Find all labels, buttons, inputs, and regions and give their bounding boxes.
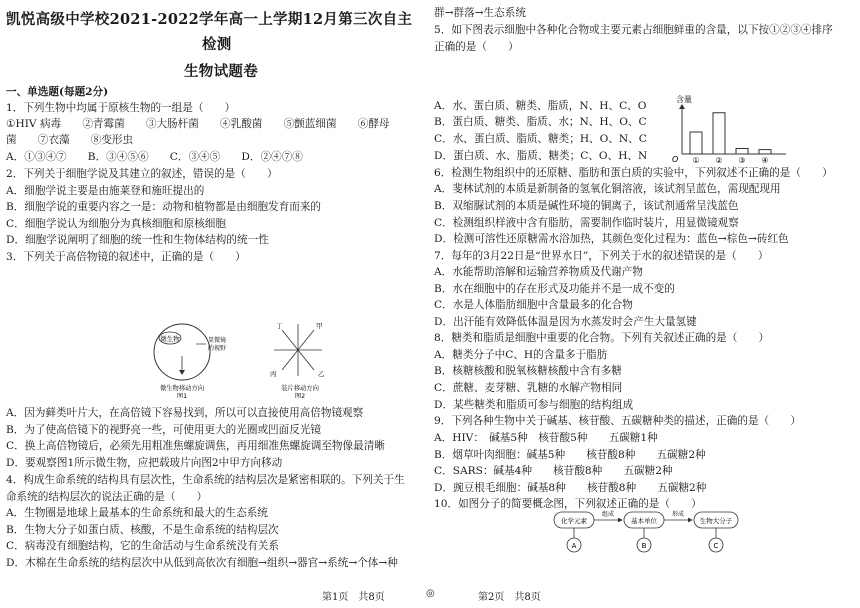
question-line: A．糖类分子中C、H的含量多于脂肪 <box>434 349 608 361</box>
diagram-arrow2-label: 形成 <box>671 511 685 518</box>
fig2-caption: 装片移动方向 <box>281 385 319 392</box>
question-line: 5．如下图表示细胞中各种化合物或主要元素占细胞鲜重的含量，以下按①②③④排序 <box>434 24 833 36</box>
question-line: C．细胞学说认为细胞分为真核细胞和原核细胞 <box>6 218 226 230</box>
question-line: B．细胞学说的重要内容之一是：动物和植物都是由细胞发育而来的 <box>6 201 322 213</box>
page-footer-right: 第2页 共8页 <box>478 592 541 603</box>
chart-tick-label: ③ <box>738 156 746 164</box>
question-line: A．①③④⑦ B．③④⑤⑥ C．③④⑤ D．②④⑦⑧ <box>6 151 303 163</box>
exam-title-line2: 检测 <box>202 36 232 53</box>
question-line: 9．下列各种生物中关于碱基、核苷酸、五碳糖种类的描述，正确的是（ ） <box>434 415 801 427</box>
section-heading: 一、单选题(每题2分) <box>6 86 109 98</box>
question-line: D．细胞学说阐明了细胞的统一性和生物体结构的统一性 <box>6 234 269 246</box>
question-line: C．换上高倍物镜后，必须先用粗准焦螺旋调焦，再用细准焦螺旋调至物像最清晰 <box>6 440 385 452</box>
question-line: 7．每年的3月22日是“世界水日”，下列关于水的叙述错误的是（ ） <box>434 250 769 262</box>
question-line: D．检测可溶性还原糖需水浴加热，其颜色变化过程为：蓝色→棕色→砖红色 <box>434 233 789 245</box>
question-line: C．水是人体脂肪细胞中含量最多的化合物 <box>434 299 633 311</box>
question-line: A．细胞学说主要是由施莱登和施旺提出的 <box>6 185 205 197</box>
figure-2 <box>270 322 325 398</box>
fig2-number: 图2 <box>294 393 306 398</box>
question-line: D．出汗能有效降低体温是因为水蒸发时会产生大量氢键 <box>434 316 697 328</box>
fig1-side-label-2: 的视野 <box>208 345 227 352</box>
diagram-box-elements-label: 化学元素 <box>561 517 587 525</box>
q5-option-b: B．蛋白质、糖类、脂质、水；N、H、O、C <box>434 116 647 128</box>
chart-bar <box>736 149 748 155</box>
diagram-box-macromolecule-label: 生物大分子 <box>699 517 733 525</box>
page-footer-left: 第1页 共8页 <box>322 592 385 603</box>
fig2-label-ding: 丁 <box>276 322 283 330</box>
fig1-caption: 微生物移动方向 <box>159 385 205 392</box>
chart-bar <box>690 132 702 154</box>
question-line: B．双缩脲试剂的本质是碱性环境的铜离子，该试剂通常呈浅蓝色 <box>434 200 739 212</box>
question-line: A．因为藓类叶片大，在高倍镜下容易找到，所以可以直接使用高倍物镜观察 <box>6 407 364 419</box>
question-line: 命系统的结构层次的说法正确的是（ ） <box>6 491 208 503</box>
fig2-label-jia: 甲 <box>316 322 323 330</box>
question-line: 1．下列生物中均属于原核生物的一组是（ ） <box>6 102 236 114</box>
question-line: B．生物大分子如蛋白质、核酸，不是生命系统的结构层次 <box>6 524 279 536</box>
question-line: A．生物圈是地球上最基本的生命系统和最大的生态系统 <box>6 507 268 519</box>
question-line: ①HIV 病毒 ②青霉菌 ③大肠杆菌 ④乳酸菌 ⑤颤蓝细菌 ⑥酵母 <box>6 118 390 130</box>
q5-option-a: A．水、蛋白质、糖类、脂质，N、H、C、O <box>434 100 647 112</box>
chart-bar <box>759 150 771 154</box>
concept-diagram <box>552 508 742 556</box>
exam-subtitle: 生物试题卷 <box>184 63 258 80</box>
q5-option-d: D．蛋白质、水、脂质、糖类；C、O、H、N <box>434 150 648 162</box>
question-line: B．为了使高倍镜下的视野亮一些，可使用更大的光圈或凹面反光镜 <box>6 424 322 436</box>
fig1-inner-label: 微生物 <box>160 335 180 343</box>
question-line: 4．构成生命系统的结构具有层次性，生命系统的结构层次是紧密相联的。下列关于生 <box>6 474 405 486</box>
question-line: C．蔗糖、麦芽糖、乳糖的水解产物相同 <box>434 382 623 394</box>
question-line: B．烟草叶肉细胞：碱基5种 核苷酸8种 五碳糖2种 <box>434 449 706 461</box>
question-line: 正确的是（ ） <box>434 41 519 53</box>
fig1-number: 图1 <box>176 393 188 398</box>
microscope-figures <box>142 318 352 398</box>
question-line: 菌 ⑦衣藻 ⑧变形虫 <box>6 134 134 146</box>
question-line: D．豌豆根毛细胞：碱基8种 核苷酸8种 五碳糖2种 <box>434 482 707 494</box>
chart-origin: O <box>672 155 679 164</box>
question-line: B．核糖核酸和脱氧核糖核酸中含有多糖 <box>434 365 622 377</box>
center-mark: ◎ <box>426 588 435 599</box>
figure-1 <box>154 324 226 398</box>
fig1-side-label-1: 显微镜 <box>208 337 227 344</box>
question-line: D．某些糖类和脂质可参与细胞的结构组成 <box>434 399 634 411</box>
question-line: C．检测组织样液中含有脂肪，需要制作临时装片，用显微镜观察 <box>434 217 739 229</box>
svg-text:A: A <box>571 542 577 550</box>
svg-text:B: B <box>641 542 647 550</box>
question-line: A．斐林试剂的本质是新制备的氢氧化铜溶液，该试剂呈蓝色，需现配现用 <box>434 183 781 195</box>
diagram-box-units-label: 基本单位 <box>631 517 657 525</box>
question-line: C．病毒没有细胞结构，它的生命活动与生命系统没有关系 <box>6 540 279 552</box>
svg-text:C: C <box>713 542 719 550</box>
question-line: 8．糖类和脂质是细胞中重要的化合物。下列有关叙述正确的是（ ） <box>434 332 770 344</box>
question-line: A．HIV： 碱基5种 核苷酸5种 五碳糖1种 <box>434 432 658 444</box>
question-line: A．水能帮助溶解和运输营养物质及代谢产物 <box>434 266 643 278</box>
fig2-label-yi: 乙 <box>318 370 325 378</box>
diagram-arrow1-label: 组成 <box>601 511 615 518</box>
question-line: 6．检测生物组织中的还原糖、脂肪和蛋白质的实验中，下列叙述不正确的是（ ） <box>434 167 833 179</box>
question-line: D．木棉在生命系统的结构层次中从低到高依次有细胞→组织→器官→系统→个体→种 <box>6 557 398 569</box>
content-bar-chart <box>670 92 790 164</box>
fig2-label-bing: 丙 <box>270 370 277 378</box>
question-line: 群→群落→生态系统 <box>434 7 526 19</box>
chart-ylabel: 含量 <box>676 95 692 104</box>
question-line: C．SARS：碱基4种 核苷酸8种 五碳糖2种 <box>434 465 673 477</box>
question-line: B．水在细胞中的存在形式及功能并不是一成不变的 <box>434 283 675 295</box>
question-line: D．要观察图1所示微生物，应把载玻片向图2中甲方向移动 <box>6 457 283 469</box>
chart-bar <box>713 113 725 154</box>
q5-option-c: C．水、蛋白质、脂质、糖类；H、O、N、C <box>434 133 647 145</box>
exam-title-line1: 凯悦高级中学校2021-2022学年高一上学期12月第三次自主 <box>6 11 413 28</box>
chart-tick-label: ① <box>692 156 700 164</box>
question-line: 10．如图分子的简要概念图，下列叙述正确的是（ ） <box>434 498 702 510</box>
chart-tick-label: ② <box>715 156 723 164</box>
chart-tick-label: ④ <box>761 156 769 164</box>
question-line: 2．下列关于细胞学说及其建立的叙述，错误的是（ ） <box>6 168 278 180</box>
question-line: 3．下列关于高倍物镜的叙述中，正确的是（ ） <box>6 251 246 263</box>
